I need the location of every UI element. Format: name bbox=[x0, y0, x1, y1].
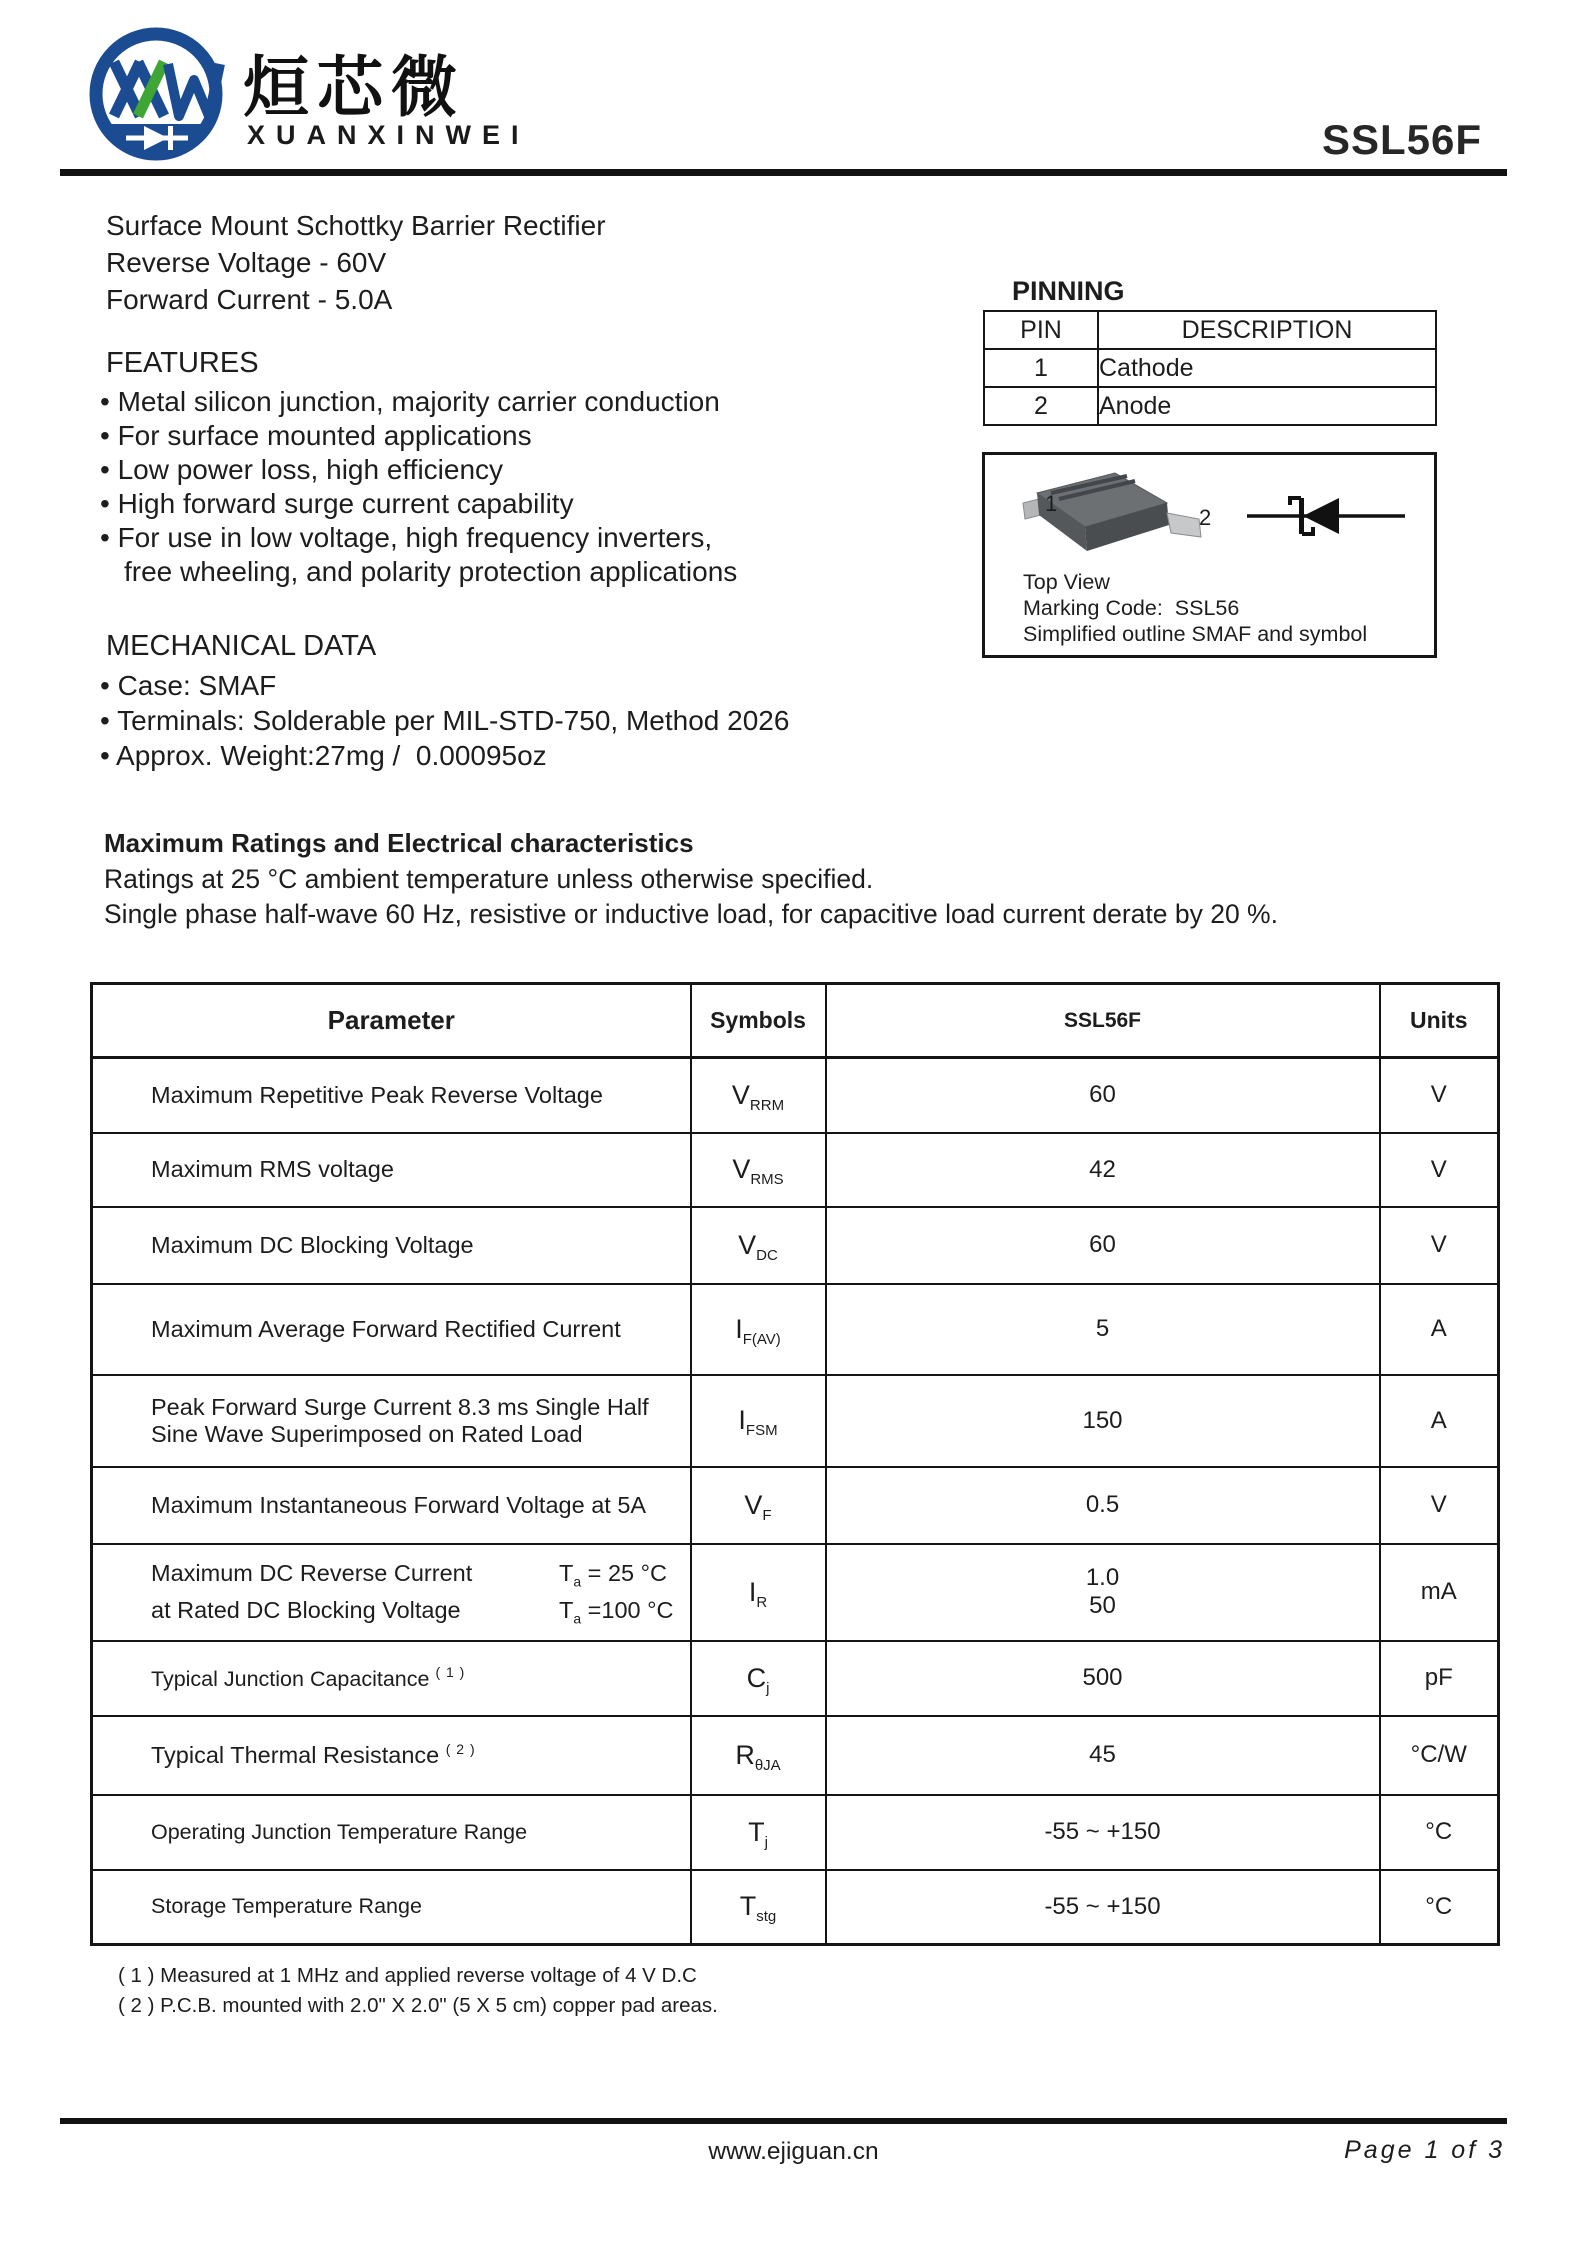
footer-website: www.ejiguan.cn bbox=[708, 2138, 879, 2165]
table-row-tj bbox=[92, 1795, 1499, 1870]
row-parameter bbox=[92, 1641, 691, 1716]
brand-name-en: XUANXINWEI bbox=[247, 120, 530, 150]
footnote-2: ( 2 ) P.C.B. mounted with 2.0" X 2.0" (5 X 5 cm) copper pad areas. bbox=[118, 1994, 718, 2017]
symbol-sub: F(AV) bbox=[742, 1330, 781, 1348]
condition-sub: a bbox=[573, 1610, 582, 1627]
row-value: 42 bbox=[826, 1133, 1380, 1207]
ratings-header-row bbox=[92, 984, 1499, 1058]
company-logo-icon bbox=[76, 22, 240, 172]
condition-rest: = 25 °C bbox=[581, 1560, 667, 1586]
row-parameter: Storage Temperature Range bbox=[92, 1870, 691, 1945]
table-row-vrrm bbox=[92, 1058, 1499, 1133]
row-value: 60 bbox=[826, 1207, 1380, 1284]
feature-item-2: • For surface mounted applications bbox=[100, 420, 532, 451]
condition-base: T bbox=[559, 1560, 574, 1586]
table-row-cj bbox=[92, 1641, 1499, 1716]
row-parameter: Maximum RMS voltage bbox=[92, 1133, 691, 1207]
row-parameter: Maximum Instantaneous Forward Voltage at 5A bbox=[92, 1467, 691, 1544]
row-unit: V bbox=[1380, 1467, 1499, 1544]
pin-description: Anode bbox=[1098, 387, 1436, 425]
table-row-rthja bbox=[92, 1716, 1499, 1795]
row-symbol bbox=[691, 1716, 826, 1795]
mechanical-item-2: • Terminals: Solderable per MIL-STD-750, Method 2026 bbox=[100, 705, 790, 736]
parameter-line-2 bbox=[151, 1597, 690, 1627]
feature-item-5-cont: free wheeling, and polarity protection applications bbox=[124, 556, 738, 587]
symbol-sub: stg bbox=[756, 1908, 777, 1926]
row-value: -55 ~ +150 bbox=[826, 1870, 1380, 1945]
symbol-sub: R bbox=[756, 1593, 768, 1611]
intro-line-1: Surface Mount Schottky Barrier Rectifier bbox=[106, 210, 606, 241]
row-value: 500 bbox=[826, 1641, 1380, 1716]
row-parameter bbox=[92, 1375, 691, 1467]
feature-item-3: • Low power loss, high efficiency bbox=[100, 454, 504, 485]
row-symbol bbox=[691, 1795, 826, 1870]
pinning-table bbox=[983, 310, 1437, 426]
header-symbols: Symbols bbox=[691, 984, 826, 1058]
symbol-base: I bbox=[738, 1405, 746, 1435]
row-parameter bbox=[92, 1544, 691, 1641]
part-number-title: SSL56F bbox=[1321, 116, 1482, 163]
pinning-title: PINNING bbox=[1012, 276, 1125, 306]
row-parameter bbox=[92, 1716, 691, 1795]
value-line-2: 50 bbox=[1089, 1592, 1116, 1619]
symbol-base: T bbox=[748, 1816, 765, 1847]
row-unit: A bbox=[1380, 1375, 1499, 1467]
row-parameter: Operating Junction Temperature Range bbox=[92, 1795, 691, 1870]
symbol-sub: θJA bbox=[754, 1756, 781, 1774]
brand-name-cn: 烜芯微 bbox=[243, 50, 465, 124]
symbol-sub: j bbox=[764, 1833, 768, 1851]
row-symbol bbox=[691, 1641, 826, 1716]
symbol-base: V bbox=[731, 1079, 750, 1110]
header-divider bbox=[60, 169, 1507, 176]
parameter-line-1 bbox=[151, 1560, 690, 1590]
symbol-sub: RRM bbox=[749, 1096, 785, 1114]
table-row-vf bbox=[92, 1467, 1499, 1544]
symbol-base: V bbox=[738, 1229, 757, 1260]
pin-number: 2 bbox=[984, 387, 1098, 425]
row-unit: mA bbox=[1380, 1544, 1499, 1641]
row-unit: V bbox=[1380, 1058, 1499, 1133]
symbol-base: V bbox=[744, 1489, 763, 1520]
parameter-line-1: Peak Forward Surge Current 8.3 ms Single Half bbox=[151, 1393, 649, 1420]
mechanical-item-1: • Case: SMAF bbox=[100, 670, 277, 701]
value-line-1: 1.0 bbox=[1085, 1564, 1120, 1591]
pin2-label: 2 bbox=[1199, 505, 1212, 530]
row-parameter: Maximum Average Forward Rectified Current bbox=[92, 1284, 691, 1375]
feature-item-4: • High forward surge current capability bbox=[100, 488, 574, 519]
row-unit: V bbox=[1380, 1133, 1499, 1207]
footnote-ref: ( 1 ) bbox=[435, 1664, 466, 1680]
pin-description: Cathode bbox=[1098, 349, 1436, 387]
parameter-text: Maximum DC Reverse Current bbox=[151, 1560, 473, 1586]
ratings-note-1: Ratings at 25 °C ambient temperature unless otherwise specified. bbox=[104, 864, 874, 894]
ratings-table bbox=[90, 982, 1500, 1946]
parameter-text: Typical Junction Capacitance bbox=[151, 1667, 430, 1691]
condition-2 bbox=[559, 1597, 674, 1627]
row-parameter: Maximum Repetitive Peak Reverse Voltage bbox=[92, 1058, 691, 1133]
package-outline-box bbox=[982, 452, 1437, 658]
table-row-vrms bbox=[92, 1133, 1499, 1207]
symbol-sub: F bbox=[762, 1506, 772, 1524]
feature-item-1: • Metal silicon junction, majority carrier conduction bbox=[100, 386, 720, 417]
footer-divider bbox=[60, 2118, 1507, 2124]
symbol-base: I bbox=[735, 1313, 743, 1344]
row-unit: °C bbox=[1380, 1870, 1499, 1945]
footer-page-number: Page 1 of 3 bbox=[1344, 2136, 1505, 2164]
pinning-row-1 bbox=[984, 349, 1436, 387]
symbol-base: R bbox=[735, 1739, 755, 1770]
table-row-vdc bbox=[92, 1207, 1499, 1284]
row-unit: A bbox=[1380, 1284, 1499, 1375]
parameter-line-2: Sine Wave Superimposed on Rated Load bbox=[151, 1420, 583, 1447]
row-symbol bbox=[691, 1375, 826, 1467]
condition-rest: =100 °C bbox=[581, 1597, 674, 1623]
table-row-ifsm bbox=[92, 1375, 1499, 1467]
header-units: Units bbox=[1380, 984, 1499, 1058]
symbol-sub: j bbox=[766, 1679, 770, 1697]
ratings-section-title: Maximum Ratings and Electrical characteristics bbox=[104, 828, 694, 858]
row-value: 0.5 bbox=[826, 1467, 1380, 1544]
table-row-tstg bbox=[92, 1870, 1499, 1945]
row-symbol bbox=[691, 1284, 826, 1375]
row-value: -55 ~ +150 bbox=[826, 1795, 1380, 1870]
mechanical-title: MECHANICAL DATA bbox=[106, 630, 377, 662]
intro-line-2: Reverse Voltage - 60V bbox=[106, 247, 387, 278]
row-symbol bbox=[691, 1870, 826, 1945]
intro-line-3: Forward Current - 5.0A bbox=[106, 284, 393, 315]
condition-sub: a bbox=[573, 1573, 582, 1590]
symbol-base: I bbox=[748, 1576, 757, 1607]
row-unit: pF bbox=[1380, 1641, 1499, 1716]
parameter-text: at Rated DC Blocking Voltage bbox=[151, 1597, 461, 1623]
row-value bbox=[826, 1544, 1380, 1641]
features-title: FEATURES bbox=[106, 347, 259, 379]
condition-1 bbox=[559, 1560, 667, 1590]
table-row-ir bbox=[92, 1544, 1499, 1641]
symbol-base: V bbox=[732, 1154, 751, 1184]
pin1-label: 1 bbox=[1045, 491, 1058, 516]
ratings-note-2: Single phase half-wave 60 Hz, resistive or inductive load, for capacitive load current derate by 20 %. bbox=[104, 899, 1278, 929]
header-parameter: Parameter bbox=[92, 984, 691, 1058]
row-symbol bbox=[691, 1058, 826, 1133]
row-symbol bbox=[691, 1467, 826, 1544]
footnote-ref: ( 2 ) bbox=[445, 1741, 476, 1757]
symbol-sub: RMS bbox=[750, 1170, 784, 1188]
outline-caption-2: Marking Code: SSL56 bbox=[1023, 596, 1240, 620]
parameter-text: Typical Thermal Resistance bbox=[151, 1742, 440, 1768]
row-unit: V bbox=[1380, 1207, 1499, 1284]
outline-caption-3: Simplified outline SMAF and symbol bbox=[1023, 622, 1368, 646]
row-unit: °C bbox=[1380, 1795, 1499, 1870]
row-symbol bbox=[691, 1133, 826, 1207]
symbol-base: C bbox=[746, 1662, 767, 1693]
symbol-base: T bbox=[739, 1891, 757, 1922]
header-part: SSL56F bbox=[826, 984, 1380, 1058]
pinning-row-2 bbox=[984, 387, 1436, 425]
outline-caption-1: Top View bbox=[1023, 570, 1110, 594]
condition-base: T bbox=[559, 1597, 574, 1623]
pinning-col-description: DESCRIPTION bbox=[1098, 311, 1436, 349]
symbol-sub: DC bbox=[756, 1246, 778, 1264]
row-parameter: Maximum DC Blocking Voltage bbox=[92, 1207, 691, 1284]
pinning-col-pin: PIN bbox=[984, 311, 1098, 349]
table-row-ifav bbox=[92, 1284, 1499, 1375]
feature-item-5: • For use in low voltage, high frequency inverters, bbox=[100, 522, 713, 553]
pin-number: 1 bbox=[984, 349, 1098, 387]
symbol-sub: FSM bbox=[745, 1421, 778, 1439]
mechanical-item-3: • Approx. Weight:27mg / 0.00095oz bbox=[100, 740, 547, 771]
row-value: 60 bbox=[826, 1058, 1380, 1133]
schottky-diode-symbol-icon bbox=[1247, 498, 1405, 534]
row-symbol bbox=[691, 1544, 826, 1641]
footnote-1: ( 1 ) Measured at 1 MHz and applied reverse voltage of 4 V D.C bbox=[118, 1964, 697, 1987]
pinning-header-row bbox=[984, 311, 1436, 349]
row-value: 5 bbox=[826, 1284, 1380, 1375]
row-value: 45 bbox=[826, 1716, 1380, 1795]
row-symbol bbox=[691, 1207, 826, 1284]
row-value: 150 bbox=[826, 1375, 1380, 1467]
row-unit: °C/W bbox=[1380, 1716, 1499, 1795]
